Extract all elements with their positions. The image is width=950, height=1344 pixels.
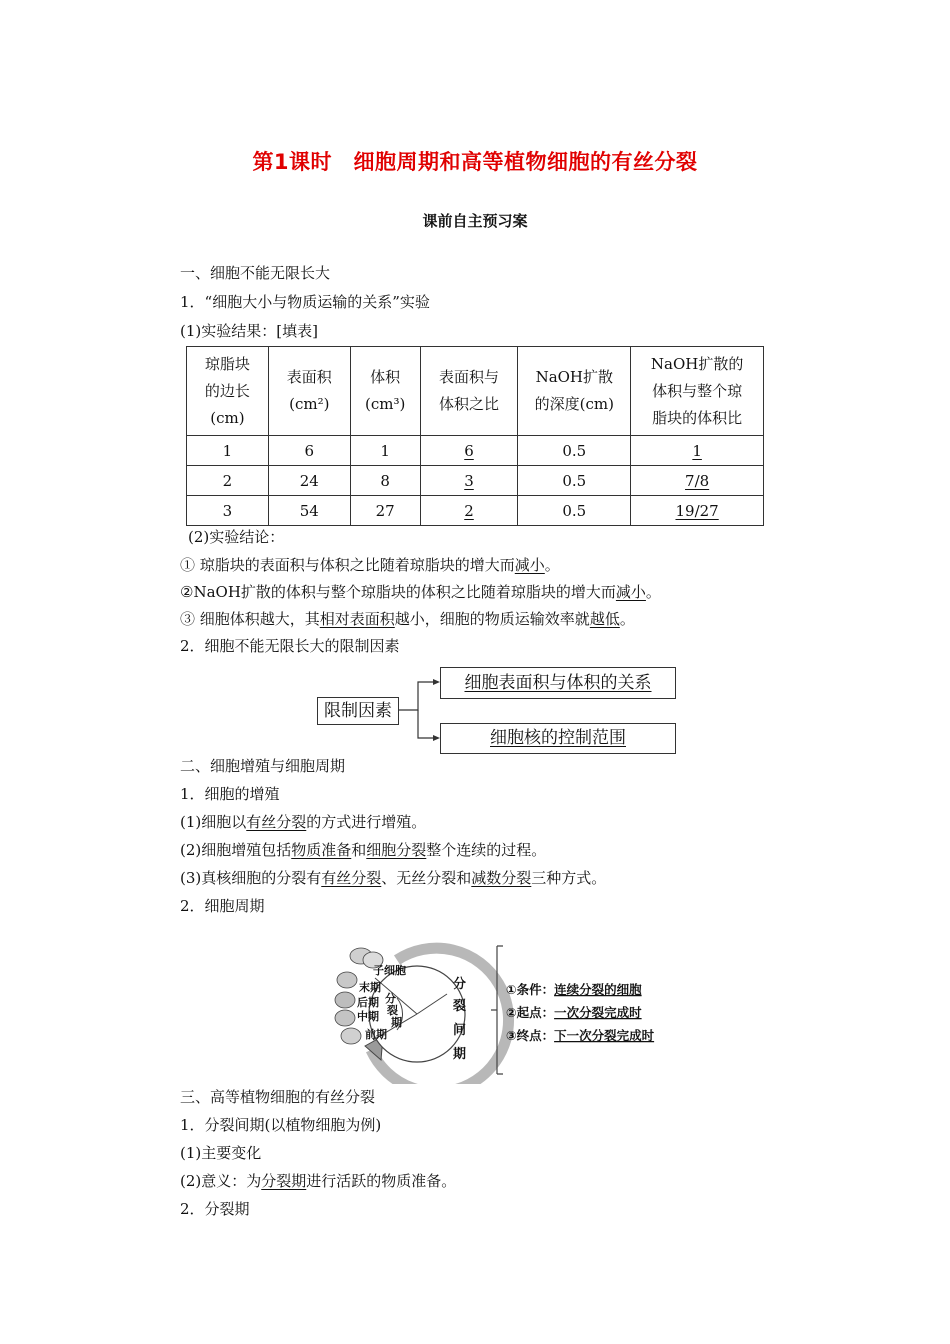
table-header-cell: 表面积 (cm²) bbox=[268, 347, 350, 436]
fill-answer: 2 bbox=[464, 501, 474, 520]
sub-heading: (1)实验结果：[填表] bbox=[180, 322, 318, 340]
phase-label: 中期 bbox=[357, 1010, 379, 1023]
fill-answer: 越低 bbox=[589, 610, 620, 628]
table-cell: 8 bbox=[350, 466, 420, 496]
section-heading-3: 三、高等植物细胞的有丝分裂 bbox=[180, 1088, 376, 1106]
table-cell: 2 bbox=[187, 466, 269, 496]
phase-label: 前期 bbox=[365, 1028, 387, 1041]
experiment-table bbox=[186, 346, 764, 526]
table-cell: 24 bbox=[268, 466, 350, 496]
fill-answer: 分裂期 bbox=[261, 1172, 307, 1190]
conclusion-2: ②NaOH扩散的体积与整个琼脂块的体积之比随着琼脂块的增大而减小。 bbox=[180, 583, 661, 601]
table-cell bbox=[420, 496, 518, 526]
cycle-note: ①条件：连续分裂的细胞 bbox=[506, 982, 642, 997]
fill-answer: 减数分裂 bbox=[471, 869, 532, 887]
phase-label: 末期 bbox=[359, 981, 381, 994]
division-phase-char: 期 bbox=[391, 1016, 402, 1029]
table-header-cell: NaOH扩散的 体积与整个琼 脂块的体积比 bbox=[631, 347, 764, 436]
table-cell bbox=[631, 496, 764, 526]
daughter-cell-label: 子细胞 bbox=[373, 964, 406, 977]
item-heading: 1．“细胞大小与物质运输的关系”实验 bbox=[180, 293, 430, 311]
table-header-cell: 体积 (cm³) bbox=[350, 347, 420, 436]
surface-volume-box: 细胞表面积与体积的关系 bbox=[440, 667, 676, 699]
fill-answer: 物质准备 bbox=[291, 841, 352, 859]
fill-answer: 有丝分裂 bbox=[246, 813, 307, 831]
division-phase-char: 分 bbox=[385, 992, 396, 1005]
table-cell bbox=[631, 466, 764, 496]
fill-answer: 6 bbox=[464, 441, 474, 460]
nucleus-control-box: 细胞核的控制范围 bbox=[440, 723, 676, 754]
table-cell bbox=[420, 466, 518, 496]
section-subtitle: 课前自主预习案 bbox=[422, 212, 528, 230]
fill-answer: 有丝分裂 bbox=[321, 869, 382, 887]
fill-answer: 1 bbox=[692, 441, 702, 460]
table-cell: 3 bbox=[187, 496, 269, 526]
table-cell: 1 bbox=[187, 436, 269, 466]
division-phase-char: 裂 bbox=[387, 1004, 398, 1017]
item-heading: 2．分裂期 bbox=[180, 1200, 250, 1218]
table-cell: 1 bbox=[350, 436, 420, 466]
interphase-char: 间 bbox=[453, 1023, 467, 1038]
table-header-cell: NaOH扩散 的深度(cm) bbox=[518, 347, 631, 436]
item-heading: 2．细胞周期 bbox=[180, 897, 265, 915]
table-row bbox=[187, 436, 764, 466]
paragraph: (2)细胞增殖包括物质准备和细胞分裂整个连续的过程。 bbox=[180, 841, 547, 859]
fill-answer: 减小 bbox=[514, 556, 545, 574]
limit-factors-box: 限制因素 bbox=[317, 697, 399, 725]
interphase-char: 裂 bbox=[453, 999, 467, 1014]
cycle-note: ②起点：一次分裂完成时 bbox=[506, 1005, 642, 1020]
table-cell: 6 bbox=[268, 436, 350, 466]
fill-answer: 相对表面积 bbox=[319, 610, 395, 628]
table-cell: 54 bbox=[268, 496, 350, 526]
paragraph: (3)真核细胞的分裂有有丝分裂、无丝分裂和减数分裂三种方式。 bbox=[180, 869, 607, 887]
item-heading: 2．细胞不能无限长大的限制因素 bbox=[180, 637, 400, 655]
table-header-row bbox=[187, 347, 764, 436]
paragraph: (2)意义：为分裂期进行活跃的物质准备。 bbox=[180, 1172, 457, 1190]
fill-answer: 细胞分裂 bbox=[366, 841, 427, 859]
table-cell bbox=[631, 436, 764, 466]
table-cell: 0.5 bbox=[518, 466, 631, 496]
fill-answer: 7/8 bbox=[685, 471, 710, 490]
cycle-note: ③终点：下一次分裂完成时 bbox=[506, 1028, 655, 1043]
interphase-char: 分 bbox=[453, 977, 467, 992]
fill-answer: 3 bbox=[464, 471, 474, 490]
table-row bbox=[187, 496, 764, 526]
conclusion-1: ① 琼脂块的表面积与体积之比随着琼脂块的增大而减小。 bbox=[180, 556, 560, 574]
section-heading-1: 一、细胞不能无限长大 bbox=[180, 264, 331, 282]
phase-label: 后期 bbox=[357, 996, 379, 1009]
table-header-cell: 琼脂块 的边长 (cm) bbox=[187, 347, 269, 436]
table-cell: 0.5 bbox=[518, 496, 631, 526]
sub-heading: (1)主要变化 bbox=[180, 1144, 262, 1162]
interphase-char: 期 bbox=[453, 1047, 467, 1062]
section-heading-2: 二、细胞增殖与细胞周期 bbox=[180, 757, 346, 775]
table-row bbox=[187, 466, 764, 496]
sub-heading: (2)实验结论： bbox=[188, 528, 285, 546]
fill-answer: 19/27 bbox=[675, 501, 719, 520]
table-cell: 0.5 bbox=[518, 436, 631, 466]
lesson-title: 第1课时 细胞周期和高等植物细胞的有丝分裂 bbox=[252, 150, 698, 174]
table-cell: 27 bbox=[350, 496, 420, 526]
table-cell bbox=[420, 436, 518, 466]
item-heading: 1．分裂间期(以植物细胞为例) bbox=[180, 1116, 382, 1134]
table-header-cell: 表面积与 体积之比 bbox=[420, 347, 518, 436]
cell-cycle-diagram bbox=[325, 936, 670, 1084]
conclusion-3: ③ 细胞体积越大，其相对表面积越小，细胞的物质运输效率就越低。 bbox=[180, 610, 635, 628]
paragraph: (1)细胞以有丝分裂的方式进行增殖。 bbox=[180, 813, 427, 831]
item-heading: 1．细胞的增殖 bbox=[180, 785, 280, 803]
fill-answer: 减小 bbox=[615, 583, 646, 601]
